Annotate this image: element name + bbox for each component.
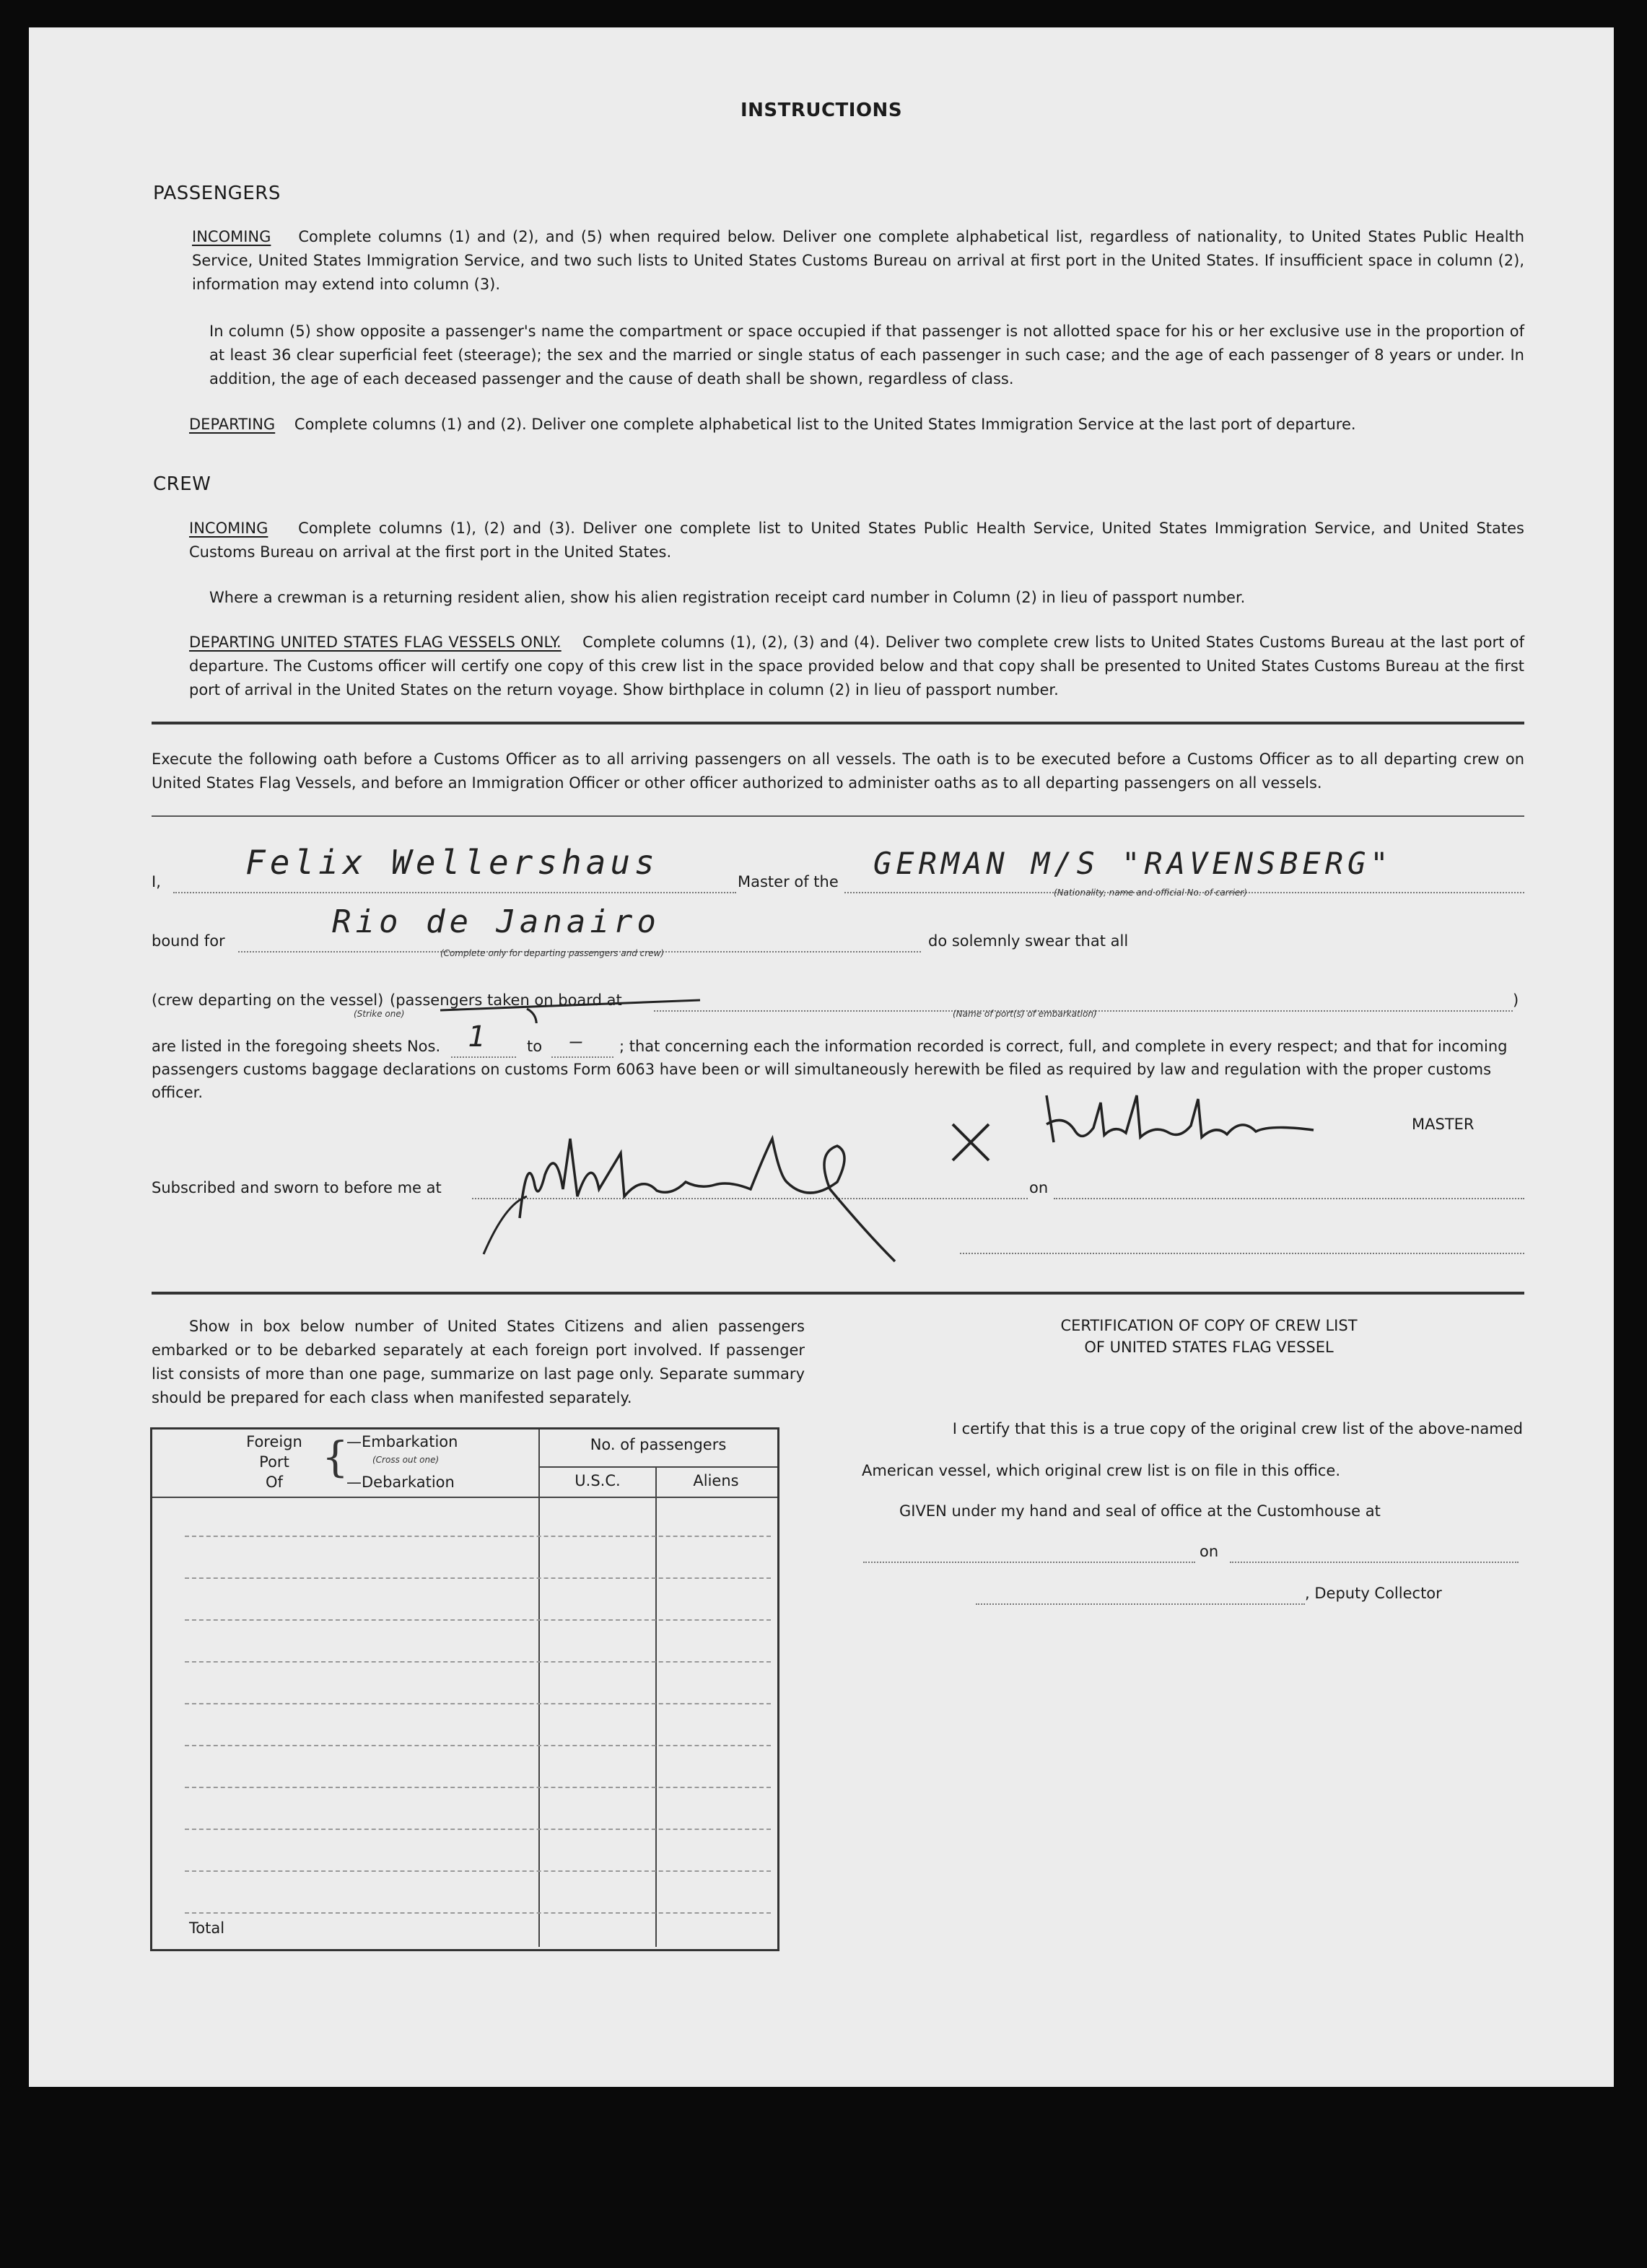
strike-caption: (Strike one) — [354, 1009, 405, 1019]
col-of-label: Of — [266, 1474, 283, 1491]
table-row — [185, 1829, 771, 1830]
bound-for-label: bound for — [152, 932, 225, 950]
given-text: GIVEN under my hand and seal of office at the Customhouse at — [899, 1502, 1381, 1520]
oath-master-of-label: Master of the — [738, 873, 839, 890]
officer-signature — [476, 1110, 982, 1269]
subscribed-on-label: on — [1029, 1179, 1049, 1196]
to-label: to — [527, 1038, 543, 1055]
col-no-passengers: No. of passengers — [590, 1436, 727, 1453]
passengers-taken-option: (passengers taken on board at — [390, 991, 622, 1009]
table-row — [185, 1870, 771, 1872]
certification-title-line2: OF UNITED STATES FLAG VESSEL — [1084, 1339, 1334, 1356]
separator-line — [152, 722, 1524, 724]
table-column-divider — [655, 1466, 657, 1947]
sheet-to-handwritten: — — [570, 1029, 587, 1053]
passengers-column5-paragraph: In column (5) show opposite a passenger's name the compartment or space occupied if that passenger is not allotted space for his or her exclusive use in the proportion of at least 36 clear superficial feet (steerage); the sex and the married or single status of each passenger in such case; and the age of each passenger of 8 years or under. In addition, the age of each deceased passenger and the cause of death shall be shown, regardless of class. — [209, 323, 1524, 388]
subscribed-date-field-line — [1054, 1198, 1524, 1199]
table-row — [185, 1745, 771, 1746]
embarkation-label: —Embarkation — [346, 1433, 458, 1450]
certify-text-1: I certify that this is a true copy of the original crew list of the above-named — [952, 1420, 1523, 1437]
master-name-handwritten: Felix Wellershaus — [245, 843, 659, 882]
crew-incoming-paragraph — [189, 517, 1524, 564]
col-aliens: Aliens — [693, 1472, 739, 1489]
destination-caption: (Complete only for departing passengers and crew) — [440, 948, 665, 958]
col-usc: U.S.C. — [575, 1472, 621, 1489]
table-header-divider — [538, 1466, 777, 1468]
table-header-bottom — [152, 1497, 777, 1498]
passengers-departing-paragraph — [189, 413, 1524, 437]
crew-departing-option: (crew departing on the vessel) — [152, 991, 384, 1009]
vessel-caption: (Nationality, name and official No. of carrier) — [1054, 888, 1248, 898]
close-paren: ) — [1513, 991, 1519, 1009]
col-foreign-label: Foreign — [246, 1433, 302, 1450]
passengers-incoming-label: INCOMING — [192, 228, 271, 245]
certification-on-label: on — [1200, 1543, 1219, 1560]
master-name-field-line — [173, 892, 736, 893]
officer-title-field-line — [960, 1253, 1524, 1254]
table-row — [185, 1536, 771, 1537]
crew-departing-text: Complete columns (1), (2), (3) and (4). Deliver two complete crew lists to United States Customs Bureau at the last port of departure. The Customs officer will certify one copy of this crew list in the space provided below and that copy shall be presented to United States Customs Bureau at the first port of arrival in the United States on the return voyage. Show birthplace in column (2) in lieu of passport number. — [189, 634, 1524, 699]
passengers-incoming-paragraph — [192, 225, 1524, 297]
master-signature — [938, 1074, 1371, 1175]
deputy-collector-label: , Deputy Collector — [1305, 1585, 1442, 1602]
table-row — [185, 1661, 771, 1663]
crew-heading: CREW — [153, 473, 211, 495]
oath-intro: Execute the following oath before a Customs Officer as to all arriving passengers on all vessels. The oath is to be executed before a Customs Officer as to all departing crew on United States Flag Vessels, and before an Immigration Officer or other officer authorized to administer oaths as to all departing passengers on all vessels. — [152, 750, 1524, 792]
subscribed-label: Subscribed and sworn to before me at — [152, 1179, 442, 1196]
listed-text-3: officer. — [152, 1084, 203, 1101]
oath-i-label: I, — [152, 873, 161, 890]
cross-out-caption: (Cross out one) — [372, 1455, 440, 1465]
crew-departing-paragraph — [189, 631, 1524, 702]
crew-incoming-text: Complete columns (1), (2) and (3). Deliver one complete list to United States Public Health Service, United States Immigration Service, and United States Customs Bureau on arrival at the first port in the United States. — [189, 520, 1524, 561]
table-total-label: Total — [189, 1919, 225, 1937]
master-label: MASTER — [1412, 1116, 1475, 1133]
summary-instructions: Show in box below number of United States Citizens and alien passengers embarked or to be debarked separately at each foreign port involved. If passenger list consists of more than one page, summarize on last page only. Separate summary should be prepared for each class when manifested separately. — [152, 1318, 805, 1406]
crew-resident-paragraph: Where a crewman is a returning resident alien, show his alien registration receipt card number in Column (2) in lieu of passport number. — [209, 589, 1246, 606]
certify-text-2: American vessel, which original crew list is on file in this office. — [862, 1462, 1341, 1479]
strike-through-mark — [433, 994, 707, 1023]
sheet-from-handwritten: 1 — [468, 1020, 490, 1054]
separator-line — [152, 1292, 1524, 1295]
table-column-divider — [538, 1429, 540, 1947]
certification-date-field-line — [1230, 1562, 1519, 1563]
separator-line — [152, 815, 1524, 817]
passengers-departing-text: Complete columns (1) and (2). Deliver one complete alphabetical list to the United States Immigration Service at the last port of departure. — [294, 416, 1356, 433]
customhouse-field-line — [863, 1562, 1195, 1563]
document-page — [29, 27, 1614, 2087]
passengers-departing-label: DEPARTING — [189, 416, 276, 433]
port-caption: (Name of port(s) of embarkation) — [953, 1009, 1097, 1019]
table-row — [185, 1703, 771, 1704]
col-port-label: Port — [259, 1453, 289, 1471]
table-row — [185, 1912, 771, 1914]
certification-title-line1: CERTIFICATION OF COPY OF CREW LIST — [1060, 1317, 1358, 1334]
crew-departing-label: DEPARTING UNITED STATES FLAG VESSELS ONLY. — [189, 634, 562, 651]
table-row — [185, 1619, 771, 1621]
passenger-summary-table — [150, 1427, 779, 1951]
certification-title — [895, 1315, 1523, 1358]
col-foreign-port-of — [231, 1432, 318, 1492]
page-title: INSTRUCTIONS — [740, 100, 903, 121]
destination-handwritten: Rio de Janairo — [332, 903, 660, 940]
table-row — [185, 1577, 771, 1579]
passengers-incoming-text: Complete columns (1) and (2), and (5) when required below. Deliver one complete alphabetical list, regardless of nationality, to United States Public Health Service, United States Immigration Service, and two such lists to United States Customs Bureau on arrival at first port in the United States. If insufficient space in column (2), information may extend into column (3). — [192, 228, 1525, 293]
listed-text-2: passengers customs baggage declarations on customs Form 6063 have been or will simultaneously herewith be filed as required by law and regulation with the proper customs — [152, 1061, 1492, 1078]
passengers-heading: PASSENGERS — [153, 183, 281, 204]
swear-label: do solemnly swear that all — [928, 932, 1129, 950]
listed-text-1: ; that concerning each the information recorded is correct, full, and complete in every respect; and that for incoming — [619, 1038, 1508, 1055]
debarkation-label: —Debarkation — [346, 1474, 455, 1491]
vessel-handwritten: GERMAN M/S "RAVENSBERG" — [873, 846, 1393, 881]
deputy-signature-field-line — [976, 1603, 1305, 1605]
table-row — [185, 1787, 771, 1788]
crew-incoming-label: INCOMING — [189, 520, 268, 537]
brace-glyph: { — [322, 1432, 349, 1481]
listed-label: are listed in the foregoing sheets Nos. — [152, 1038, 441, 1055]
